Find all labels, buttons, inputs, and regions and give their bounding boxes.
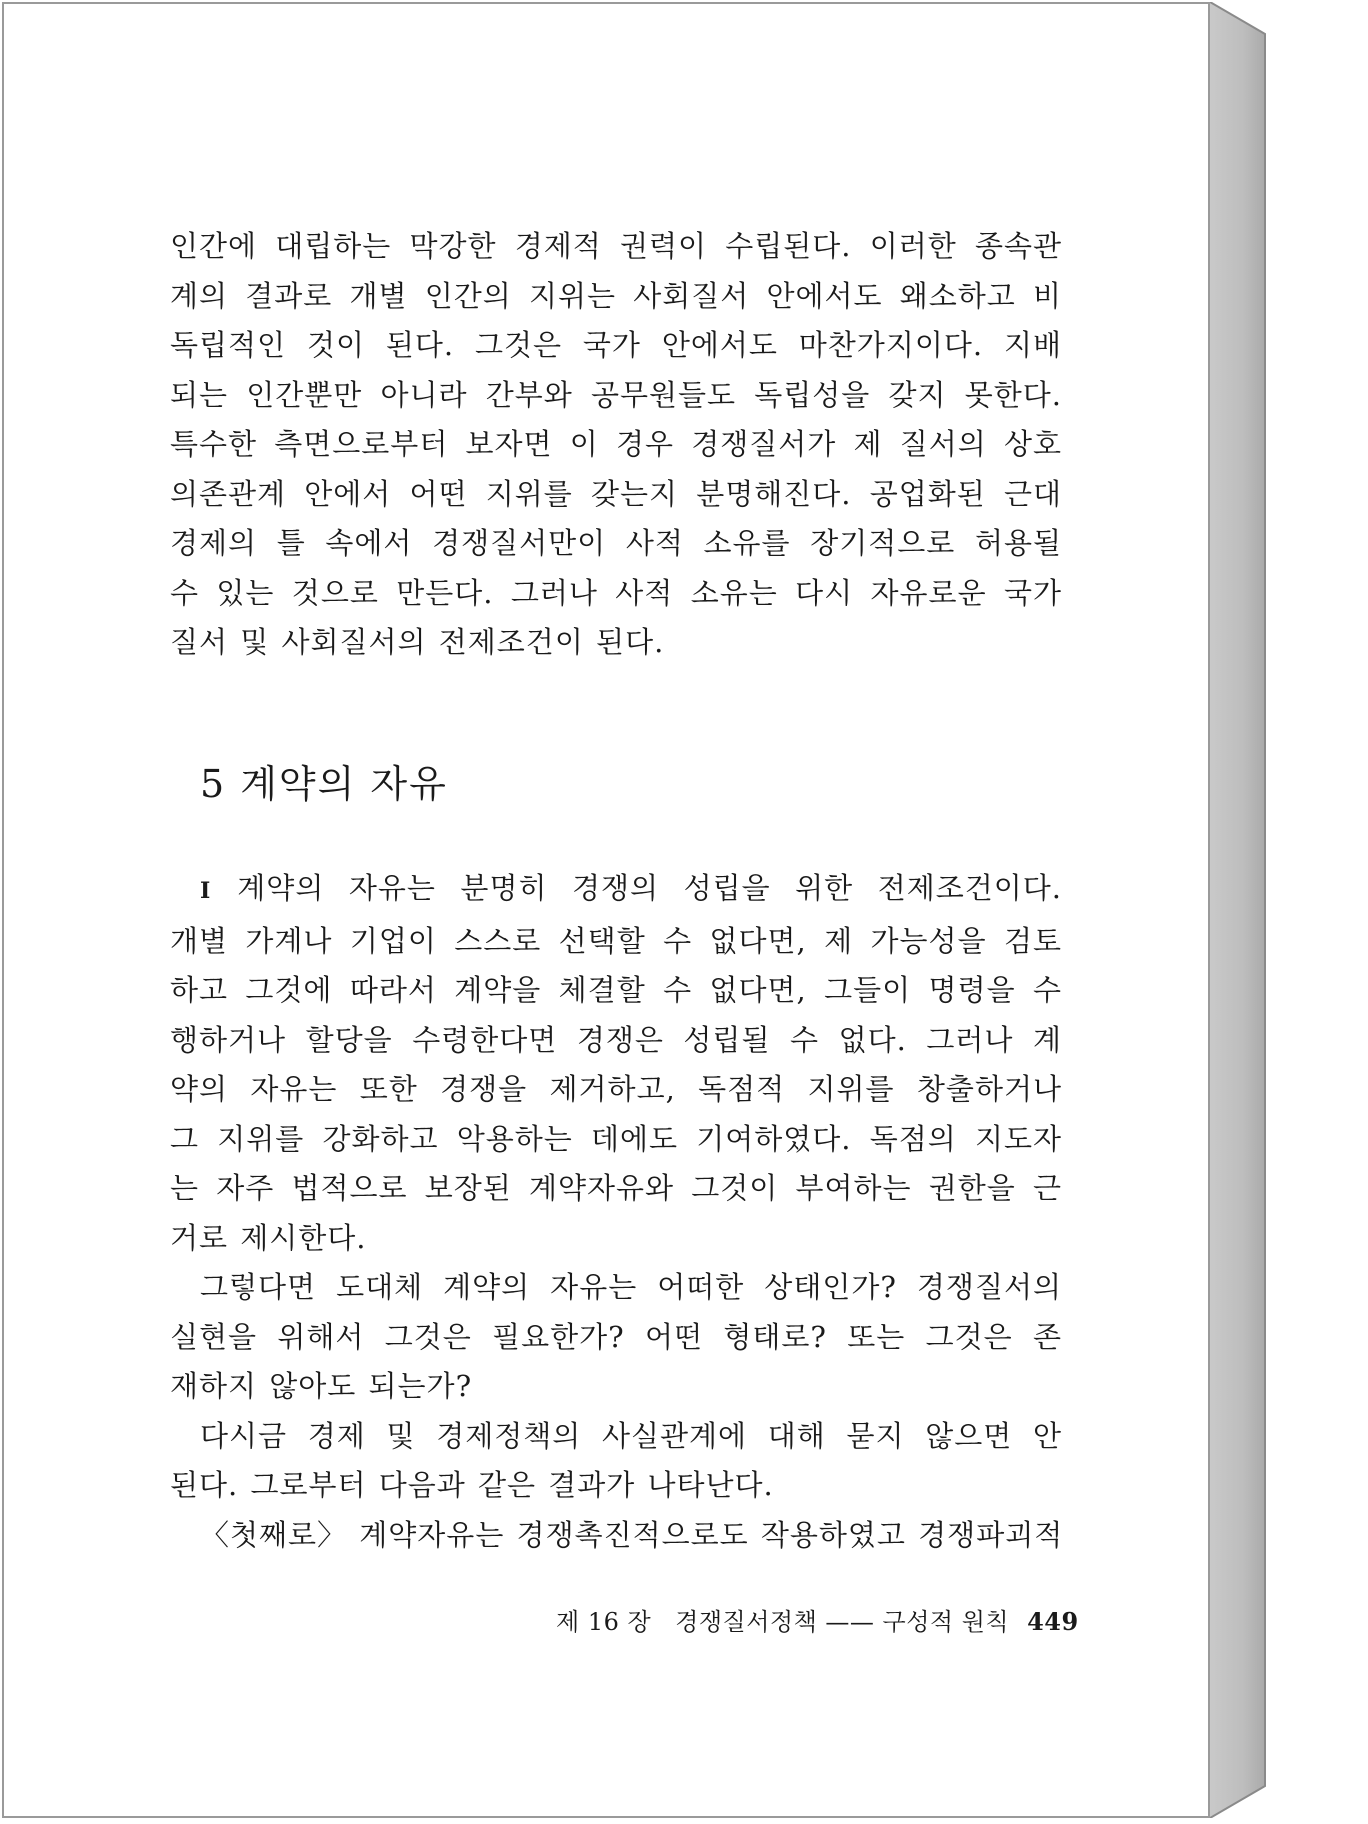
text-line: 그 지위를 강화하고 악용하는 데에도 기여하였다. 독점의 지도자: [170, 1121, 1062, 1156]
text-line: 수 있는 것으로 만든다. 그러나 사적 소유는 다시 자유로운 국가: [170, 575, 1062, 610]
text-line: 경제의 틀 속에서 경쟁질서만이 사적 소유를 장기적으로 허용될: [170, 526, 1062, 560]
text-line: 질서 및 사회질서의 전제조건이 된다.: [170, 625, 665, 659]
text-line: 하고 그것에 따라서 계약을 체결할 수 없다면, 그들이 명령을 수: [170, 973, 1062, 1007]
text-line-content: 계약의 자유는 분명히 경쟁의 성립을 위한 전제조건이다.: [237, 871, 1062, 905]
text-line: 인간에 대립하는 막강한 경제적 권력이 수립된다. 이러한 종속관: [170, 229, 1062, 263]
section-title: 계약의 자유: [240, 762, 448, 806]
text-line: 의존관계 안에서 어떤 지위를 갖는지 분명해진다. 공업화된 근대: [170, 476, 1062, 511]
paragraph-marker: I: [200, 878, 212, 904]
text-line: 〈첫째로〉 계약자유는 경쟁촉진적으로도 작용하였고 경쟁파괴적: [200, 1517, 1064, 1552]
text-line: [170, 864, 1062, 917]
text-line: 개별 가계나 기업이 스스로 선택할 수 없다면, 제 가능성을 검토: [170, 923, 1062, 958]
text-line: 는 자주 법적으로 보장된 계약자유와 그것이 부여하는 권한을 근: [170, 1171, 1062, 1205]
text-line: 행하거나 할당을 수령한다면 경쟁은 성립될 수 없다. 그러나 계: [170, 1022, 1062, 1057]
text-line: 그렇다면 도대체 계약의 자유는 어떠한 상태인가? 경쟁질서의: [200, 1270, 1062, 1304]
text-line: 된다. 그로부터 다음과 같은 결과가 나타난다.: [170, 1468, 774, 1502]
text-line: 계의 결과로 개별 인간의 지위는 사회질서 안에서도 왜소하고 비: [170, 278, 1062, 313]
text-line: 되는 인간뿐만 아니라 간부와 공무원들도 독립성을 갖지 못한다.: [170, 377, 1062, 412]
book-spine-edge: [1210, 2, 1266, 1818]
text-line: 거로 제시한다.: [170, 1220, 367, 1255]
text-line: 특수한 측면으로부터 보자면 이 경우 경쟁질서가 제 질서의 상호: [170, 427, 1062, 461]
text-line: 실현을 위해서 그것은 필요한가? 어떤 형태로? 또는 그것은 존: [170, 1319, 1062, 1354]
text-line: 약의 자유는 또한 경쟁을 제거하고, 독점적 지위를 창출하거나: [170, 1072, 1062, 1106]
section-number: 5: [200, 762, 227, 806]
page-footer: [556, 1606, 1079, 1638]
section-heading: [200, 760, 448, 808]
footer-chapter: 제 16 장: [556, 1608, 652, 1636]
page-number: 449: [1027, 1607, 1079, 1636]
footer-title: 경쟁질서정책 —— 구성적 원칙: [675, 1608, 1010, 1636]
text-line: 독립적인 것이 된다. 그것은 국가 안에서도 마찬가지이다. 지배: [170, 328, 1062, 362]
text-line: 재하지 않아도 되는가?: [170, 1369, 473, 1403]
section-body: [170, 864, 1062, 1560]
text-line: 다시금 경제 및 경제정책의 사실관계에 대해 묻지 않으면 안: [200, 1418, 1062, 1453]
top-paragraph: [170, 222, 1062, 668]
